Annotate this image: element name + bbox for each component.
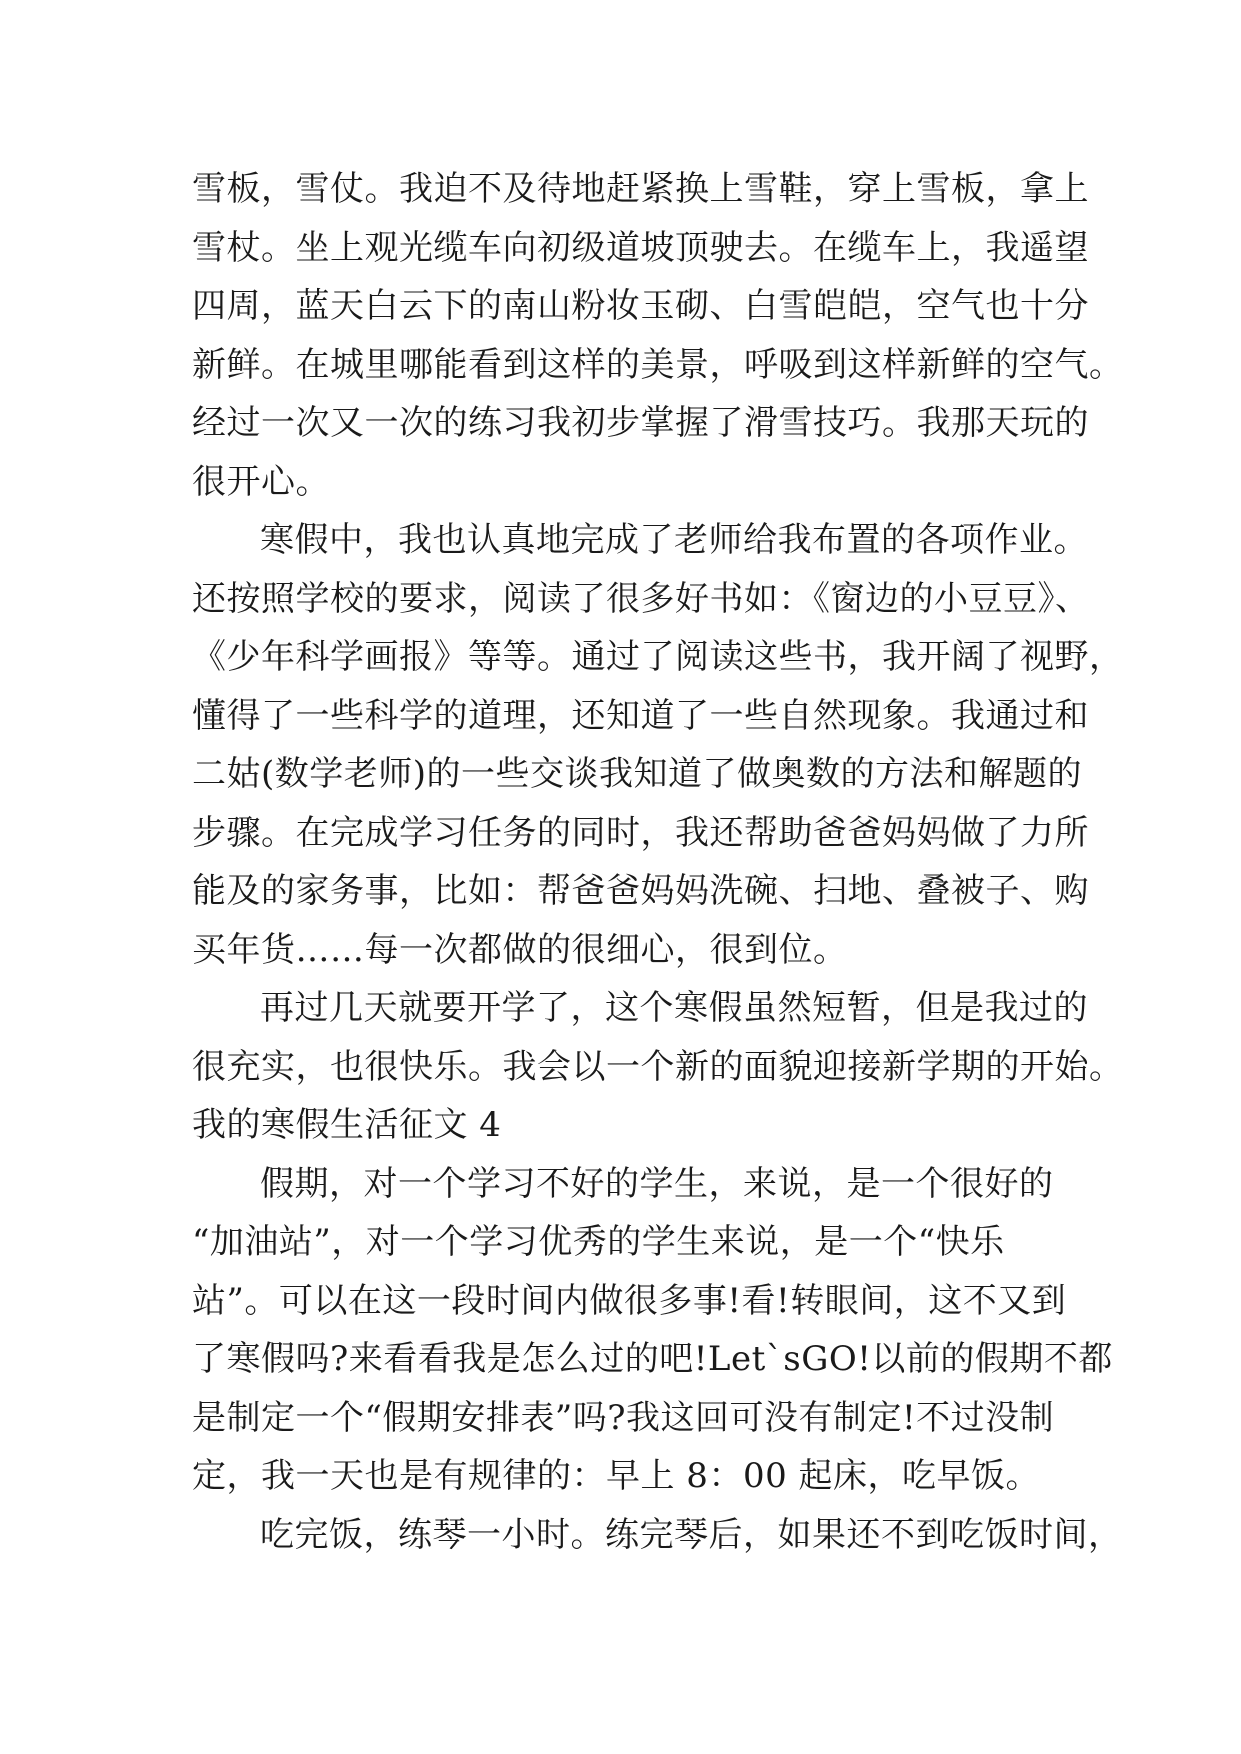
text-line: 定，我一天也是有规律的：早上 8：00 起床，吃早饭。 <box>192 1456 1041 1496</box>
text-line: 新鲜。在城里哪能看到这样的美景，呼吸到这样新鲜的空气。 <box>192 344 1124 385</box>
text-line: 经过一次又一次的练习我初步掌握了滑雪技巧。我那天玩的 <box>192 403 1089 443</box>
text-line: 很开心。 <box>192 461 330 502</box>
paragraph-start-line: 寒假中，我也认真地完成了老师给我布置的各项作业。 <box>260 520 1088 560</box>
paragraph-start-line: 吃完饭，练琴一小时。练完琴后，如果还不到吃饭时间， <box>260 1514 1123 1555</box>
text-line: 步骤。在完成学习任务的同时，我还帮助爸爸妈妈做了力所 <box>192 812 1089 853</box>
text-line: 站”。可以在这一段时间内做很多事!看!转眼间，这不又到 <box>192 1280 1067 1321</box>
text-line: “加油站”，对一个学习优秀的学生来说，是一个“快乐 <box>192 1222 1005 1262</box>
essay-body <box>192 160 1124 1564</box>
text-line: 还按照学校的要求，阅读了很多好书如：《窗边的小豆豆》、 <box>192 578 1090 619</box>
text-line: 了寒假吗?来看看我是怎么过的吧!Let`sGO!以前的假期不都 <box>192 1339 1113 1379</box>
text-line: 《少年科学画报》等等。通过了阅读这些书，我开阔了视野， <box>192 637 1124 677</box>
text-line: 二姑(数学老师)的一些交谈我知道了做奥数的方法和解题的 <box>192 754 1083 794</box>
text-line: 四周，蓝天白云下的南山粉妆玉砌、白雪皑皑，空气也十分 <box>192 286 1089 326</box>
paragraph-start-line: 再过几天就要开学了，这个寒假虽然短暂，但是我过的 <box>260 988 1088 1028</box>
text-line: 雪板，雪仗。我迫不及待地赶紧换上雪鞋，穿上雪板，拿上 <box>192 169 1089 209</box>
section-heading: 我的寒假生活征文 4 <box>192 1105 502 1145</box>
text-line: 懂得了一些科学的道理，还知道了一些自然现象。我通过和 <box>192 695 1089 736</box>
text-line: 雪杖。坐上观光缆车向初级道坡顶驶去。在缆车上，我遥望 <box>192 227 1089 268</box>
text-line: 买年货……每一次都做的很细心，很到位。 <box>192 929 848 970</box>
text-line: 很充实，也很快乐。我会以一个新的面貌迎接新学期的开始。 <box>192 1046 1124 1087</box>
text-line: 是制定一个“假期安排表”吗?我这回可没有制定!不过没制 <box>192 1397 1055 1438</box>
text-line: 能及的家务事，比如：帮爸爸妈妈洗碗、扫地、叠被子、购 <box>192 871 1089 911</box>
paragraph-start-line: 假期，对一个学习不好的学生，来说，是一个很好的 <box>260 1163 1054 1204</box>
